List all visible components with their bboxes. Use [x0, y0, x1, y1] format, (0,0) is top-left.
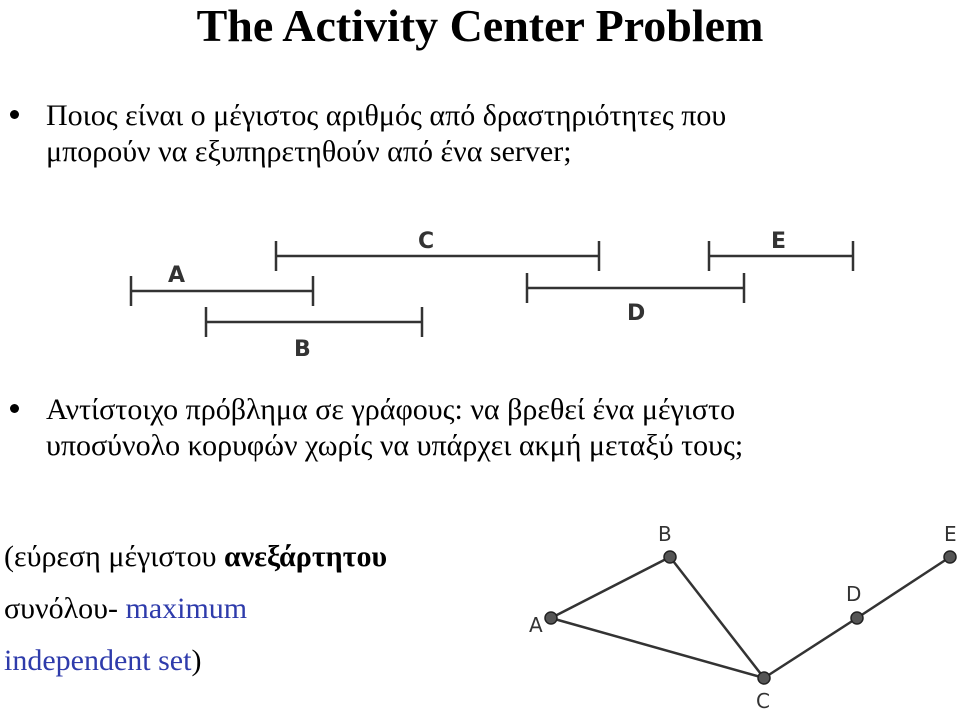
graph-node-e	[944, 551, 956, 563]
graph-node-b	[664, 551, 676, 563]
bullet-line-2: μπορούν να εξυπηρετηθούν από ένα server;	[46, 135, 572, 168]
note-line-3: independent set)	[4, 644, 202, 677]
graph-background	[490, 525, 960, 711]
note-maximum: maximum	[125, 592, 248, 625]
note-independent-set: independent set	[4, 644, 192, 677]
note-line-1: (εύρεση μέγιστου ανεξάρτητου	[4, 540, 388, 573]
graph-node-a	[545, 612, 557, 624]
slide-title: The Activity Center Problem	[196, 0, 764, 51]
graph-label-e: E	[944, 522, 957, 546]
interval-label-d: D	[627, 301, 646, 326]
interval-label-b: B	[294, 337, 311, 362]
graph-label-b: B	[658, 522, 672, 546]
graph-label-a: A	[529, 613, 543, 637]
note-line-2: συνόλου- maximum	[4, 592, 248, 625]
bullet-line-1: Αντίστοιχο πρόβλημα σε γράφους: να βρεθεί ένα μέγιστο	[46, 393, 736, 426]
note-bold-term: ανεξάρτητου	[223, 540, 388, 573]
interval-label-c: C	[418, 229, 435, 254]
graph-label-c: C	[756, 689, 770, 711]
bullet-line-1: Ποιος είναι ο μέγιστος αριθμός από δραστηριότητες που	[46, 99, 727, 132]
graph-node-c	[758, 672, 770, 684]
graph-label-d: D	[846, 582, 862, 606]
interval-label-a: A	[168, 263, 186, 288]
interval-label-e: E	[771, 229, 787, 254]
graph-node-d	[851, 612, 863, 624]
bullet-line-2: υποσύνολο κορυφών χωρίς να υπάρχει ακμή μεταξύ τους;	[46, 429, 744, 462]
